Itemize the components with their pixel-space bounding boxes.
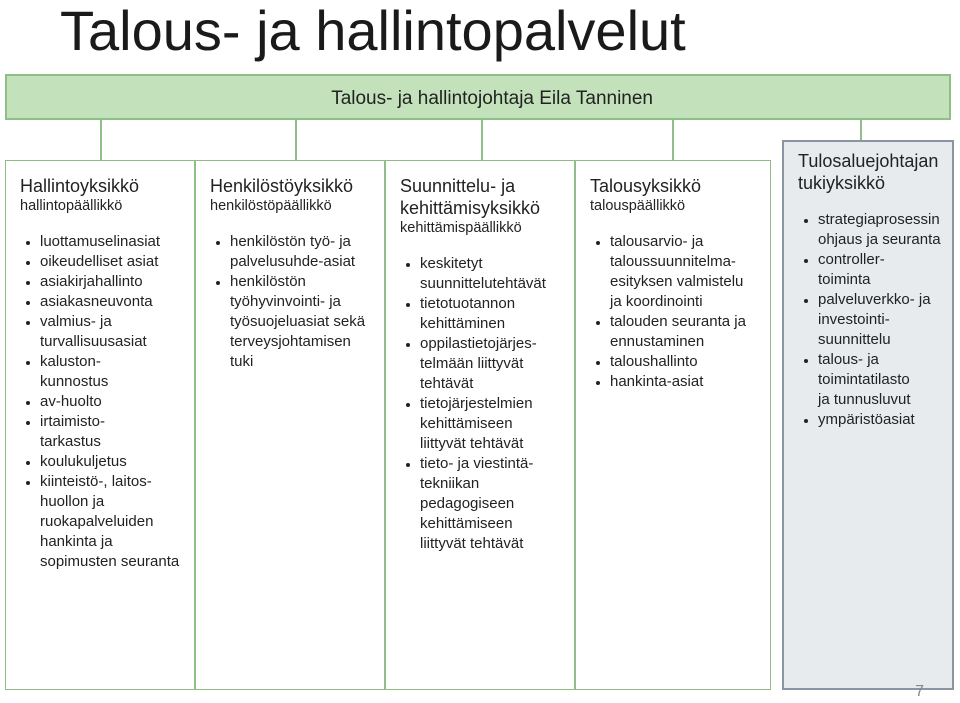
text-line: kehittämispäällikkö: [400, 220, 522, 236]
unit-column-talous: [575, 160, 771, 690]
text-line: taloushallinto: [610, 353, 698, 370]
connector-line: [481, 120, 483, 160]
text-line: kehittäminen: [420, 315, 506, 332]
director-label: Talous- ja hallintojohtaja Eila Tanninen: [331, 88, 653, 109]
unit-name: [20, 175, 188, 197]
text-line: toiminta: [818, 271, 871, 288]
unit-name: [590, 175, 764, 197]
text-line: henkilöstön työ- ja: [230, 233, 351, 250]
unit-name: [400, 175, 568, 219]
text-line: kehittämiseen: [420, 415, 513, 432]
list-item: [40, 472, 188, 572]
text-line: oikeudelliset asiat: [40, 253, 159, 270]
director-box: [5, 74, 951, 120]
text-line: liittyvät tehtävät: [420, 535, 524, 552]
task-list: [400, 254, 568, 554]
list-item: [420, 294, 568, 334]
text-line: talouspäällikkö: [590, 198, 686, 214]
text-line: asiakirjahallinto: [40, 273, 143, 290]
list-item: [40, 452, 188, 472]
unit-name: [798, 150, 946, 194]
text-line: turvallisuusasiat: [40, 333, 147, 350]
text-line: valmius- ja: [40, 313, 112, 330]
connector-line: [100, 120, 102, 160]
unit-name: [210, 175, 378, 197]
text-line: luottamuselinasiat: [40, 233, 161, 250]
text-line: kaluston-: [40, 353, 101, 370]
text-line: pedagogiseen: [420, 495, 515, 512]
list-item: [40, 292, 188, 312]
list-item: [420, 254, 568, 294]
text-line: av-huolto: [40, 393, 102, 410]
text-line: talousarvio- ja: [610, 233, 704, 250]
text-line: ennustaminen: [610, 333, 705, 350]
text-line: työsuojeluasiat sekä: [230, 313, 366, 330]
list-item: [40, 392, 188, 412]
list-item: [40, 252, 188, 272]
text-line: henkilöstön: [230, 273, 306, 290]
list-item: [40, 232, 188, 252]
connector-line: [860, 120, 862, 140]
unit-head: [210, 197, 378, 216]
list-item: [818, 250, 946, 290]
list-item: [230, 232, 378, 272]
list-item: [818, 210, 946, 250]
text-line: tuki: [230, 353, 254, 370]
text-line: kehittämiseen: [420, 515, 513, 532]
text-line: Henkilöstöyksikkö: [210, 176, 354, 196]
text-line: kiinteistö-, laitos-: [40, 473, 152, 490]
list-item: [40, 352, 188, 392]
text-line: Tulosaluejohtajan: [798, 151, 939, 171]
text-line: tarkastus: [40, 433, 101, 450]
text-line: investointi-: [818, 311, 890, 328]
unit-column-hallinto: [5, 160, 195, 690]
text-line: hankinta ja: [40, 533, 113, 550]
text-line: ympäristöasiat: [818, 411, 915, 428]
text-line: asiakasneuvonta: [40, 293, 153, 310]
text-line: ja tunnusluvut: [818, 391, 911, 408]
list-item: [818, 410, 946, 430]
text-line: sopimusten seuranta: [40, 553, 180, 570]
list-item: [610, 312, 764, 352]
list-item: [610, 232, 764, 312]
text-line: terveysjohtamisen: [230, 333, 351, 350]
text-line: irtaimisto-: [40, 413, 106, 430]
text-line: talous- ja: [818, 351, 879, 368]
page-title: Talous- ja hallintopalvelut: [60, 0, 686, 62]
connector-line: [672, 120, 674, 160]
text-line: palvelusuhde-asiat: [230, 253, 356, 270]
list-item: [420, 394, 568, 454]
text-line: palveluverkko- ja: [818, 291, 931, 308]
unit-column-henkilosto: [195, 160, 385, 690]
text-line: Suunnittelu- ja: [400, 176, 516, 196]
text-line: hankinta-asiat: [610, 373, 704, 390]
connector-line: [295, 120, 297, 160]
list-item: [420, 334, 568, 394]
task-list: [210, 232, 378, 372]
text-line: koulukuljetus: [40, 453, 127, 470]
text-line: keskitetyt: [420, 255, 483, 272]
text-line: controller-: [818, 251, 885, 268]
task-list: [590, 232, 764, 392]
text-line: työhyvinvointi- ja: [230, 293, 341, 310]
text-line: ja koordinointi: [610, 293, 703, 310]
text-line: ruokapalveluiden: [40, 513, 154, 530]
unit-column-suunnittelu: [385, 160, 575, 690]
text-line: tietojärjestelmien: [420, 395, 533, 412]
list-item: [420, 454, 568, 554]
text-line: tekniikan: [420, 475, 480, 492]
text-line: telmään liittyvät: [420, 355, 524, 372]
text-line: kunnostus: [40, 373, 109, 390]
unit-head: [400, 219, 568, 238]
text-line: tieto- ja viestintä-: [420, 455, 534, 472]
text-line: suunnittelu: [818, 331, 891, 348]
page-number: 7: [915, 683, 924, 700]
text-line: Hallintoyksikkö: [20, 176, 140, 196]
text-line: huollon ja: [40, 493, 105, 510]
text-line: toimintatilasto: [818, 371, 910, 388]
list-item: [230, 272, 378, 372]
unit-head: [20, 197, 188, 216]
list-item: [610, 352, 764, 372]
text-line: hallintopäällikkö: [20, 198, 123, 214]
text-line: Talousyksikkö: [590, 176, 702, 196]
list-item: [818, 290, 946, 350]
text-line: tehtävät: [420, 375, 474, 392]
text-line: liittyvät tehtävät: [420, 435, 524, 452]
text-line: talouden seuranta ja: [610, 313, 746, 330]
text-line: suunnittelutehtävät: [420, 275, 546, 292]
text-line: esityksen valmistelu: [610, 273, 744, 290]
text-line: tukiyksikkö: [798, 173, 886, 193]
text-line: henkilöstöpäällikkö: [210, 198, 332, 214]
list-item: [40, 272, 188, 292]
task-list: [20, 232, 188, 572]
text-line: kehittämisyksikkö: [400, 198, 541, 218]
text-line: taloussuunnitelma-: [610, 253, 736, 270]
task-list: [798, 210, 946, 430]
unit-column-tukiyksikko: [782, 140, 954, 690]
text-line: oppilastietojärjes-: [420, 335, 537, 352]
text-line: ohjaus ja seuranta: [818, 231, 941, 248]
list-item: [40, 412, 188, 452]
text-line: tietotuotannon: [420, 295, 516, 312]
list-item: [818, 350, 946, 410]
list-item: [40, 312, 188, 352]
unit-head: [590, 197, 764, 216]
text-line: strategiaprosessin: [818, 211, 940, 228]
list-item: [610, 372, 764, 392]
